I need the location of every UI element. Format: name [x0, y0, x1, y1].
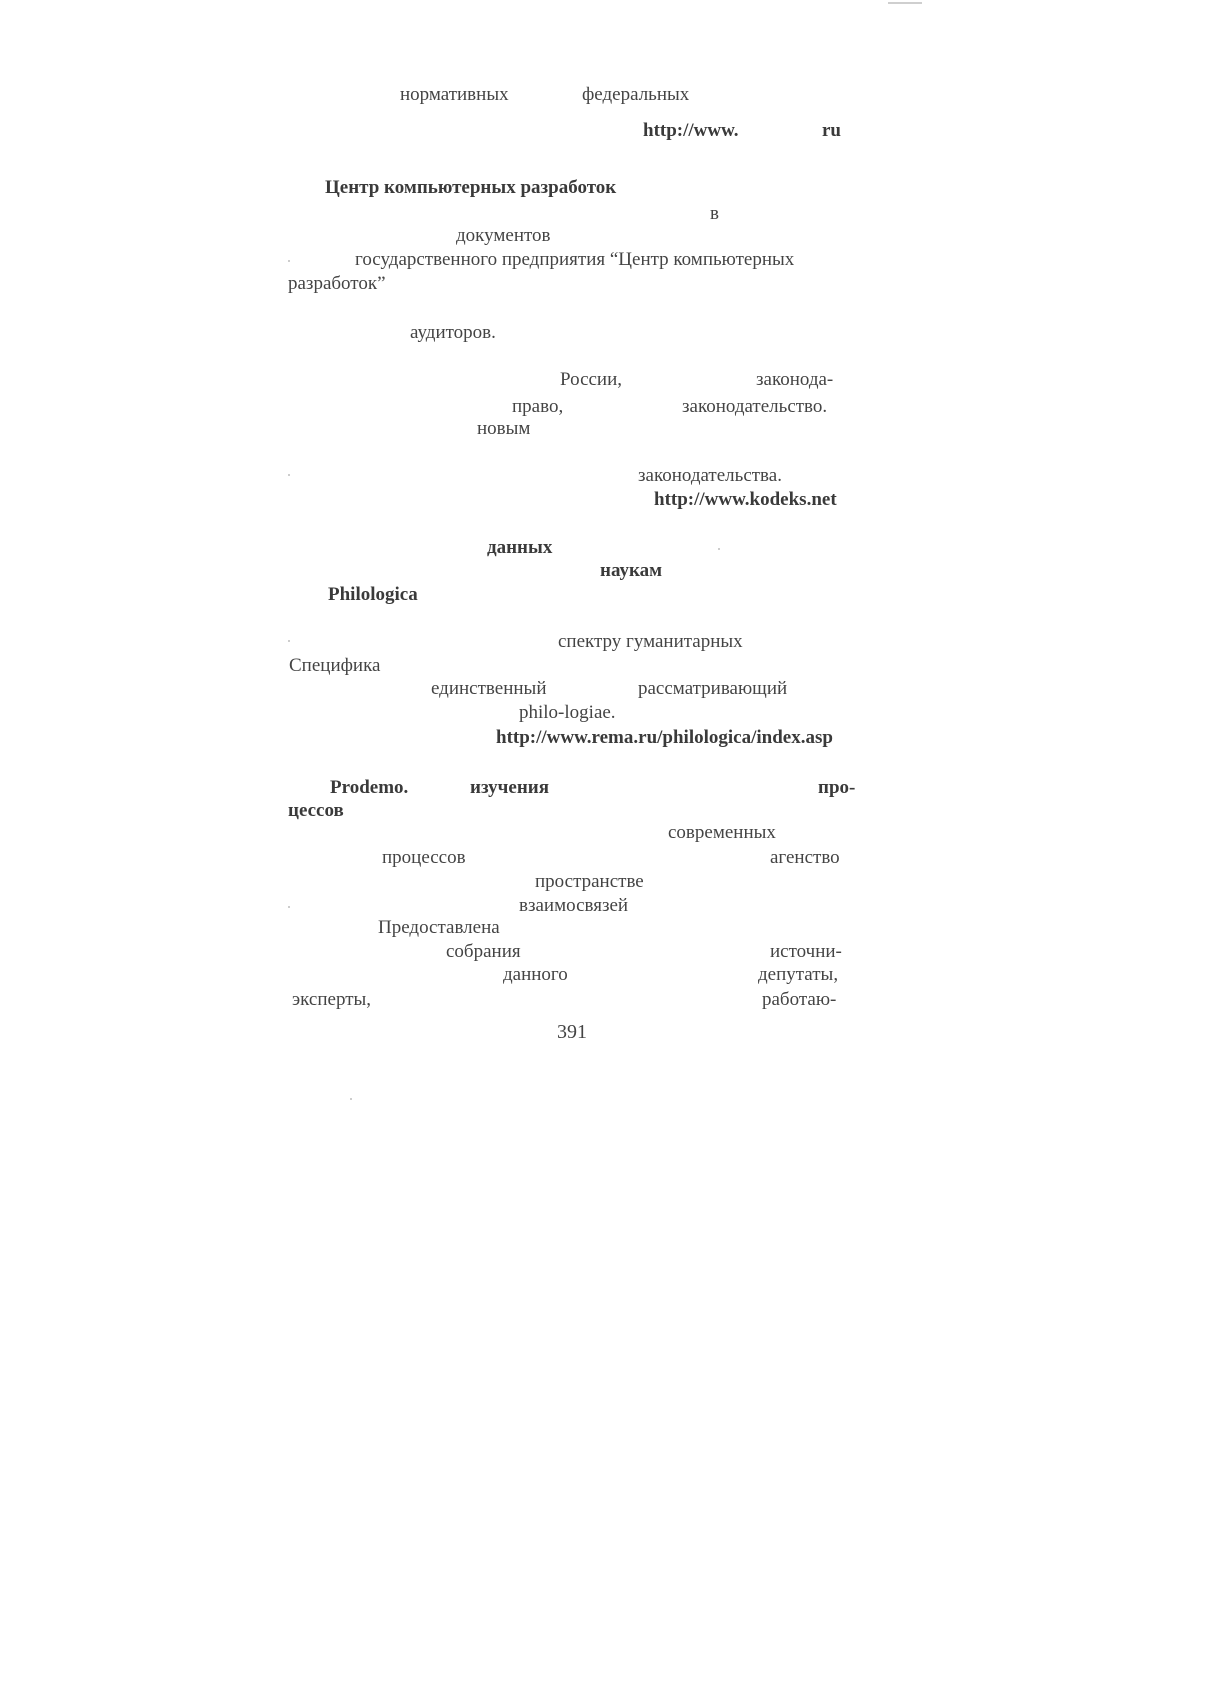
word: законода-: [756, 369, 834, 390]
word: единственный: [431, 678, 547, 699]
url-fragment: http://www.: [643, 120, 739, 141]
word: депутаты,: [758, 964, 839, 985]
word: цессов: [288, 800, 344, 821]
word: изучения: [470, 777, 550, 798]
word: данных: [487, 537, 553, 558]
word: нормативных: [400, 84, 509, 105]
scan-speck: [288, 474, 290, 476]
scan-speck: [288, 640, 290, 642]
word: работаю-: [762, 989, 837, 1010]
scan-edge-mark: [888, 2, 922, 4]
section-title: Philologica: [328, 584, 418, 605]
word: эксперты,: [292, 989, 372, 1010]
word: источни-: [770, 941, 842, 962]
url-fragment: ru: [822, 120, 841, 141]
word: государственного предприятия “Центр компьютерных: [355, 249, 795, 270]
word: данного: [503, 964, 568, 985]
scan-speck: [350, 1098, 352, 1100]
word: новым: [477, 418, 531, 439]
url: http://www.rema.ru/philologica/index.asp: [496, 727, 833, 748]
word: аудиторов.: [410, 322, 496, 343]
scan-speck: [718, 548, 720, 550]
word: рассматривающий: [638, 678, 788, 699]
scan-speck: [288, 906, 290, 908]
word: philo-logiae.: [519, 702, 616, 723]
word: агенство: [770, 847, 840, 868]
section-title: Центр компьютерных разработок: [325, 177, 617, 198]
url: http://www.kodeks.net: [654, 489, 837, 510]
word: в: [710, 203, 719, 224]
word: собрания: [446, 941, 521, 962]
word: документов: [456, 225, 551, 246]
word: Специфика: [289, 655, 381, 676]
word: разработок”: [288, 273, 386, 294]
word: взаимосвязей: [519, 895, 629, 916]
word: спектру гуманитарных: [558, 631, 743, 652]
word: процессов: [382, 847, 466, 868]
word: наукам: [600, 560, 663, 581]
word: России,: [560, 369, 623, 390]
word: федеральных: [582, 84, 690, 105]
word: пространстве: [535, 871, 644, 892]
word: современных: [668, 822, 776, 843]
scan-speck: [288, 260, 290, 262]
section-title: Prodemo.: [330, 777, 409, 798]
page-number: 391: [557, 1021, 587, 1043]
word: право,: [512, 396, 564, 417]
word: законодательства.: [638, 465, 782, 486]
word: законодательство.: [682, 396, 828, 417]
word: про-: [818, 777, 856, 798]
word: Предоставлена: [378, 917, 500, 938]
